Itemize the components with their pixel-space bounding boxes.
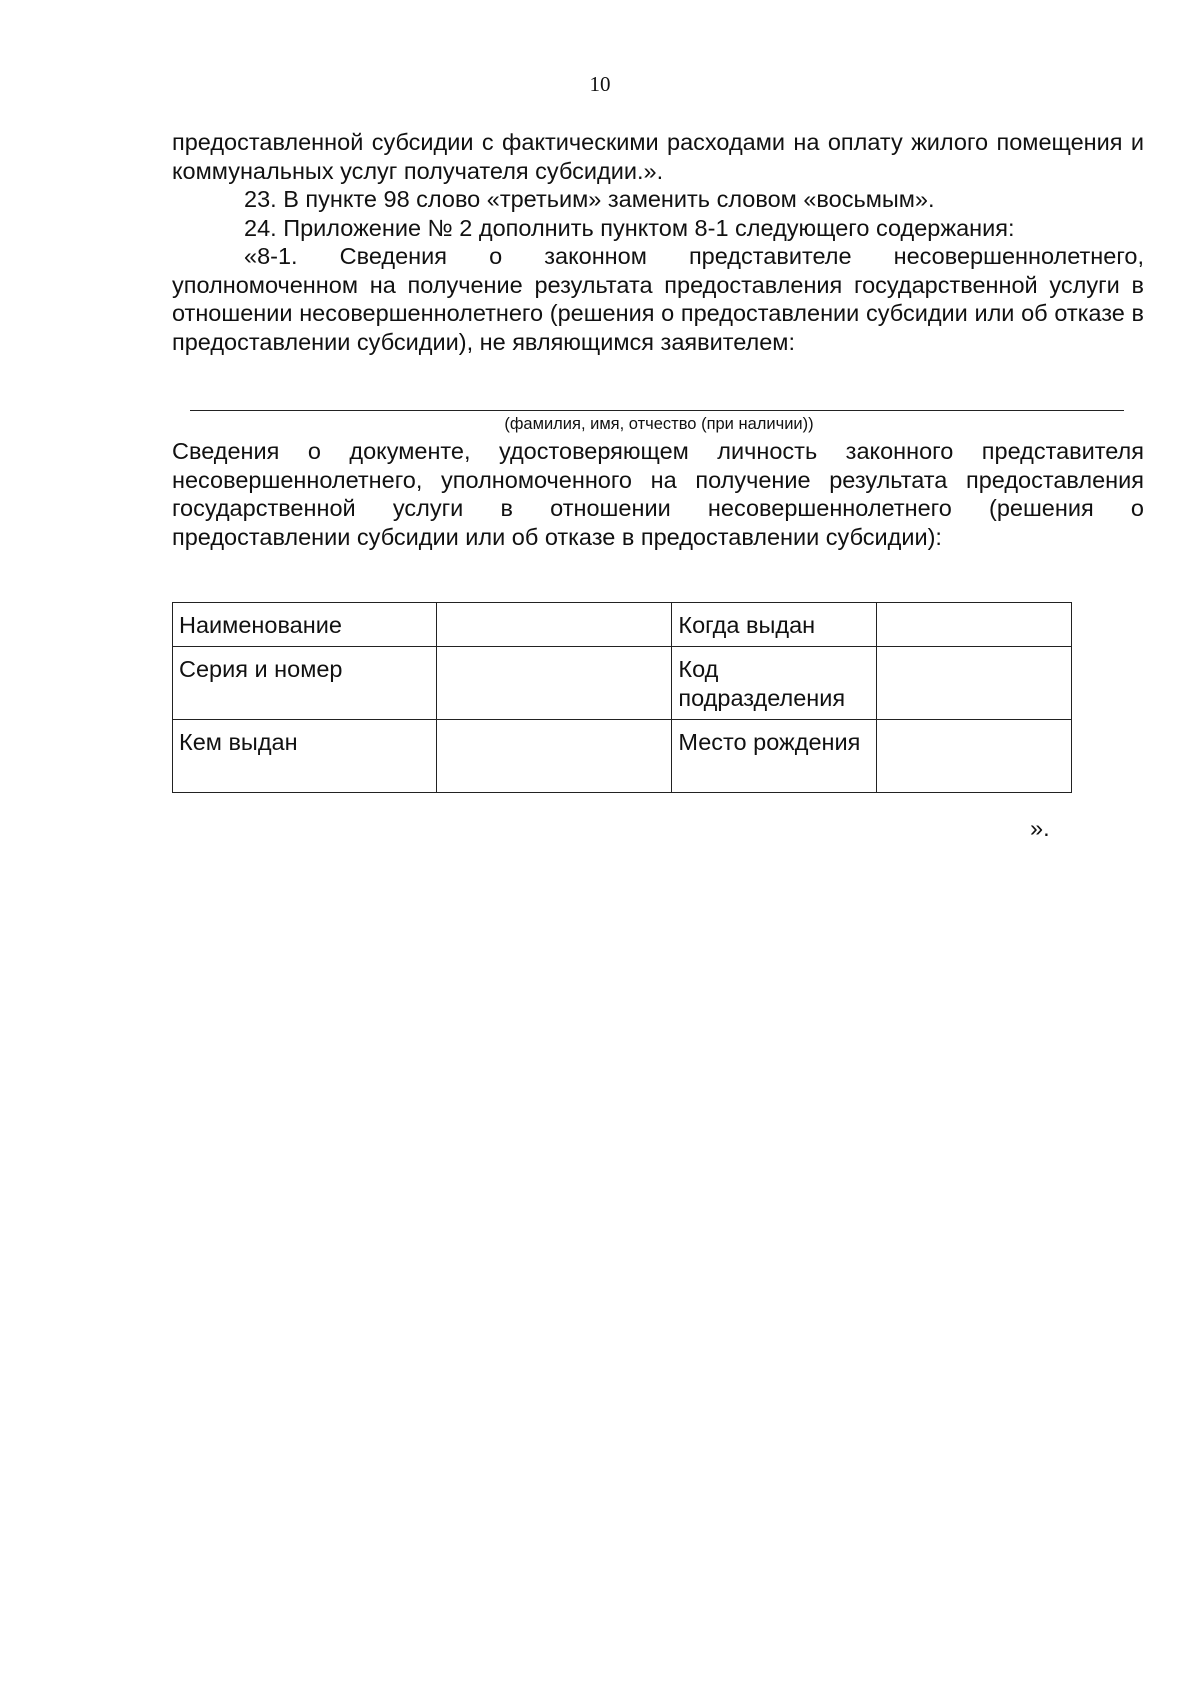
document-intro-block (172, 437, 1144, 551)
issue-date-value (877, 603, 1072, 647)
series-number-value (436, 647, 672, 720)
series-number-label: Серия и номер (173, 647, 437, 720)
page-number: 10 (589, 72, 611, 96)
amendment-text (172, 128, 1144, 356)
issued-by-value (436, 720, 672, 793)
paragraph-item-8-1: «8-1. Сведения о законном представителе несовершеннолетнего, уполномоченном на получение результата предоставления государственной услуги в отношении несовершеннолетнего (решения о предоставлении субсидии или об отказе в предоставлении субсидии), не являющимся заявителем: (172, 243, 1144, 355)
table-row (173, 720, 1072, 793)
identity-document-table (172, 602, 1072, 793)
birth-place-label: Место рождения (672, 720, 877, 793)
paragraph-item-24: 24. Приложение № 2 дополнить пунктом 8-1 следующего содержания: (244, 214, 1015, 241)
paragraph-subsidy-comparison: предоставленной субсидии с фактическими расходами на оплату жилого помещения и коммунальных услуг получателя субсидии.». (172, 129, 1144, 184)
fio-caption: (фамилия, имя, отчество (при наличии)) (504, 415, 814, 433)
paragraph-item-23: 23. В пункте 98 слово «третьим» заменить словом «восьмым». (244, 186, 935, 212)
document-name-value (436, 603, 672, 647)
department-code-label: Код подразделения (672, 647, 877, 720)
document-intro: Сведения о документе, удостоверяющем личность законного представителя несовершеннолетнего, уполномоченного на получение результата предоставления государственной услуги в отношении несовершеннолетнего (решения о предоставлении субсидии или об отказе в предоставлении субсидии): (172, 438, 1144, 550)
table-row (173, 603, 1072, 647)
issue-date-label: Когда выдан (672, 603, 877, 647)
closing-quote: ». (1030, 815, 1050, 841)
document-name-label: Наименование (173, 603, 437, 647)
table-row (173, 647, 1072, 720)
birth-place-value (877, 720, 1072, 793)
fio-fill-line (190, 410, 1124, 411)
issued-by-label: Кем выдан (173, 720, 437, 793)
department-code-value (877, 647, 1072, 720)
